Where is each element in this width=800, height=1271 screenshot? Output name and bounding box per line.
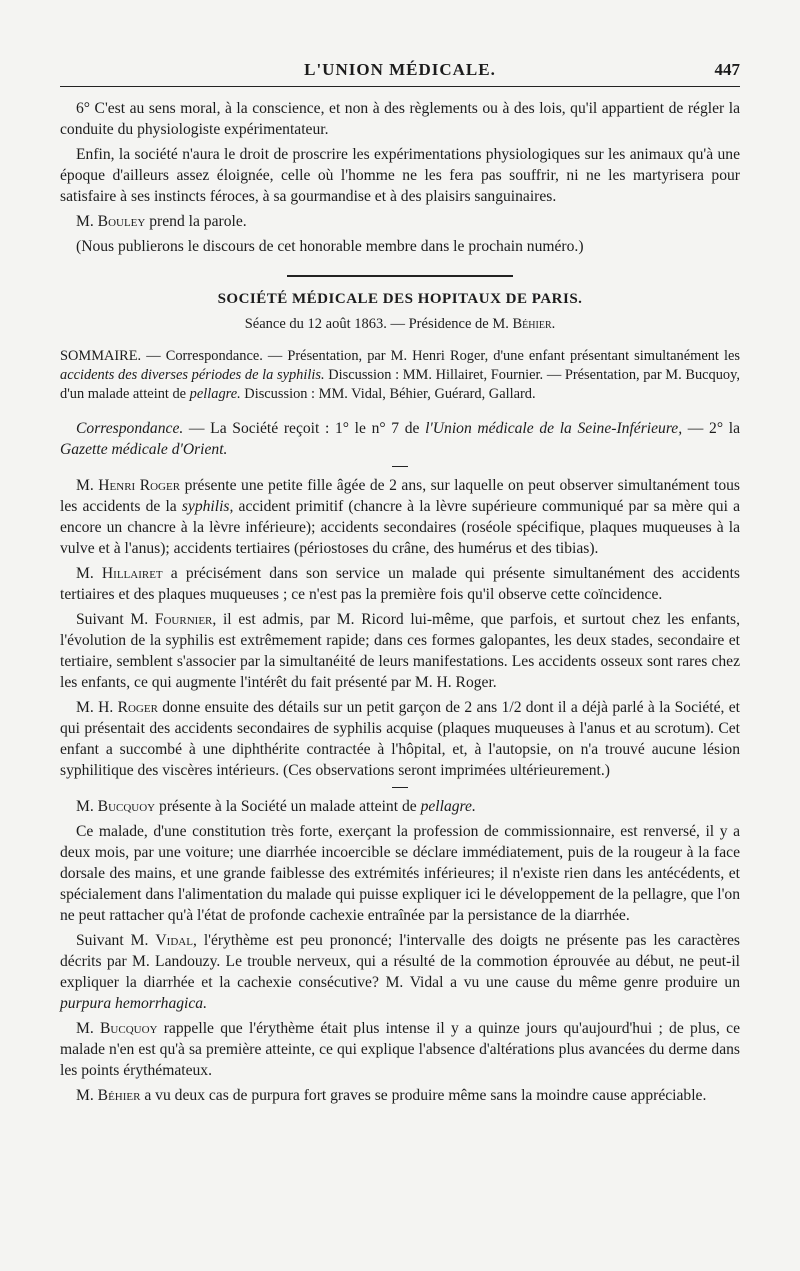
short-divider (392, 466, 408, 467)
italic-span: syphilis, (181, 498, 234, 515)
speaker-name: H. Roger (98, 699, 158, 716)
hillairet-paragraph (60, 563, 740, 605)
text-span: Discussion : MM. Hillairet, Fournier. — Présentation, par M. Bucquoy, d'un malade atteint de (60, 367, 740, 402)
roger-paragraph (60, 475, 740, 559)
fournier-paragraph (60, 609, 740, 693)
text-span: a vu deux cas de purpura fort graves se produire même sans la moindre cause appréciable. (140, 1087, 707, 1104)
italic-span: purpura hemorrhagica. (60, 995, 207, 1012)
speaker-name: Henri Roger (98, 477, 181, 494)
speaker-name: Fournier (154, 611, 213, 628)
italic-span: pellagre. (189, 386, 241, 402)
page-body (60, 98, 740, 1110)
summary (60, 347, 740, 404)
vidal-paragraph (60, 930, 740, 1014)
correspondence-paragraph (60, 418, 740, 460)
text-span: Suivant M. (76, 611, 155, 628)
text-span: rappelle que l'érythème était plus intense il y a quinze jours qu'aujourd'hui ; de plus, ce malade n'en est qu'à sa première atteinte, ce qui explique l'absence d'altérations plus avancées du derme dans les points érythémateux. (60, 1020, 740, 1079)
section-title: SOCIÉTÉ MÉDICALE DES HOPITAUX DE PARIS. (217, 291, 583, 307)
intro-paragraph-3 (60, 211, 740, 232)
section-divider (287, 275, 513, 277)
mister: M. (76, 798, 98, 815)
mister: M. (76, 565, 102, 582)
text-span: accident primitif (chancre à la lèvre supérieure communiqué par sa mère qui a encore un chancre à la lèvre inférieure); accidents secondaires (roséole spécifique, plaques muqueuses à la vulve et à l'anus); accidents tertiaires (périostoses du crâne, des humérus et des tibias). (60, 498, 740, 557)
bucquoy2-paragraph (60, 1018, 740, 1081)
president-name: Béhier (512, 316, 552, 332)
behier-paragraph (60, 1085, 740, 1106)
speaker-name: Bouley (97, 213, 146, 230)
page-header (60, 52, 740, 87)
mister: M. (76, 213, 98, 230)
mister: M. (76, 1087, 98, 1104)
speaker-name: Vidal (155, 932, 193, 949)
text-span: , il est admis, par M. Ricord lui-même, que parfois, et surtout chez les enfants, l'évolution de la syphilis est extrêmement rapide; dans ces formes galopantes, les deux stades, secondaire et tertiaire, semblent s'associer par la simultanéité de leurs manifestations. Les accidents osseux sont rares chez les enfants, ce qui augmente l'intérêt du fait présenté par M. H. Roger. (60, 611, 740, 691)
italic-span: l'Union médicale de la Seine-Inférieure, (425, 420, 683, 437)
speaker-name: Hillairet (101, 565, 163, 582)
italic-span: Correspondance. (76, 420, 184, 437)
text-span: présente une petite fille âgée de 2 ans, sur laquelle on peut observer simultanément tous les accidents de la (60, 477, 740, 515)
text-span: Discussion : MM. Vidal, Béhier, Guérard, Gallard. (240, 386, 536, 402)
speaker-name: Béhier (97, 1087, 141, 1104)
bucquoy-paragraph (60, 796, 740, 817)
mister: M. (76, 1020, 101, 1037)
text-span: Suivant M. (76, 932, 156, 949)
intro-paragraph-4: (Nous publierons le discours de cet honorable membre dans le prochain numéro.) (76, 238, 584, 255)
text-span: . (551, 316, 556, 332)
mister: M. (76, 477, 99, 494)
seance-line (60, 314, 740, 335)
speaker-name: Bucquoy (97, 798, 156, 815)
speaker-name: Bucquoy (100, 1020, 158, 1037)
running-title: L'UNION MÉDICALE. (304, 60, 496, 79)
italic-span: pellagre. (420, 798, 476, 815)
text-span: présente à la Société un malade atteint de (155, 798, 421, 815)
text-span: , l'érythème est peu prononcé; l'intervalle des doigts ne présente pas les caractères décrits par M. Landouzy. Le trouble nerveux, qui a résulté de la commotion éprouvée au début, ne peut-il expliquer la diarrhée et la cachexie consécutive? M. Vidal a vu une cause du même genre produire un (60, 932, 740, 991)
text-span: — La Société reçoit : 1° le n° 7 de (183, 420, 426, 437)
text-span: SOMMAIRE. — Correspondance. — Présentation, par M. Henri Roger, d'une enfant présentant simultanément les (60, 348, 740, 364)
text-span: Séance du 12 août 1863. — Présidence de M. (244, 316, 513, 332)
roger2-paragraph (60, 697, 740, 781)
text-span: donne ensuite des détails sur un petit garçon de 2 ans 1/2 dont il a déjà parlé à la Société, et qui présentait des accidents secondaires de syphilis acquise (plaques muqueuses à l'anus et au scrotum). Cet enfant a succombé à une diphthérite contractée à l'hôpital, et, à l'autopsie, on n'a trouvé aucune lésion syphilitique des viscères intérieurs. (Ces observations seront imprimées ultérieurement.) (60, 699, 740, 779)
text-span: a précisément dans son service un malade qui présente simultanément des accidents tertiaires et des plaques muqueuses ; ce n'est pas la première fois qu'il observe cette coïncidence. (60, 565, 740, 603)
italic-span: Gazette médicale d'Orient. (60, 441, 228, 458)
mister: M. (76, 699, 99, 716)
short-divider (392, 787, 408, 788)
text-span: prend la parole. (145, 213, 247, 230)
page-number: 447 (714, 60, 740, 79)
text-span: — 2° la (682, 420, 740, 437)
bucquoy-paragraph-2: Ce malade, d'une constitution très forte, exerçant la profession de commissionnaire, est renversé, il y a deux mois, par une voiture; une diarrhée incoercible se déclare immédiatement, puis de la rougeur à la face dorsale des mains, et une grande faiblesse des extrémités inférieures; il n'existe rien dans les antécédents, et spécialement dans l'alimentation du malade qui puisse expliquer ici le développement de la pellagre, que l'on ne peut rattacher qu'à l'état de profonde cachexie entraînée par la persistance de la diarrhée. (60, 823, 740, 924)
intro-paragraph-1: 6° C'est au sens moral, à la conscience, et non à des règlements ou à des lois, qu'il appartient de régler la conduite du physiologiste expérimentateur. (60, 100, 740, 138)
intro-paragraph-2: Enfin, la société n'aura le droit de proscrire les expérimentations physiologiques sur les animaux qu'à une époque d'ailleurs assez éloignée, celle où l'homme ne les fera pas souffrir, ni ne les martyrisera pour satisfaire à ses instincts féroces, à sa gourmandise et à des plaisirs sanguinaires. (60, 146, 740, 205)
italic-span: accidents des diverses périodes de la syphilis. (60, 367, 325, 383)
